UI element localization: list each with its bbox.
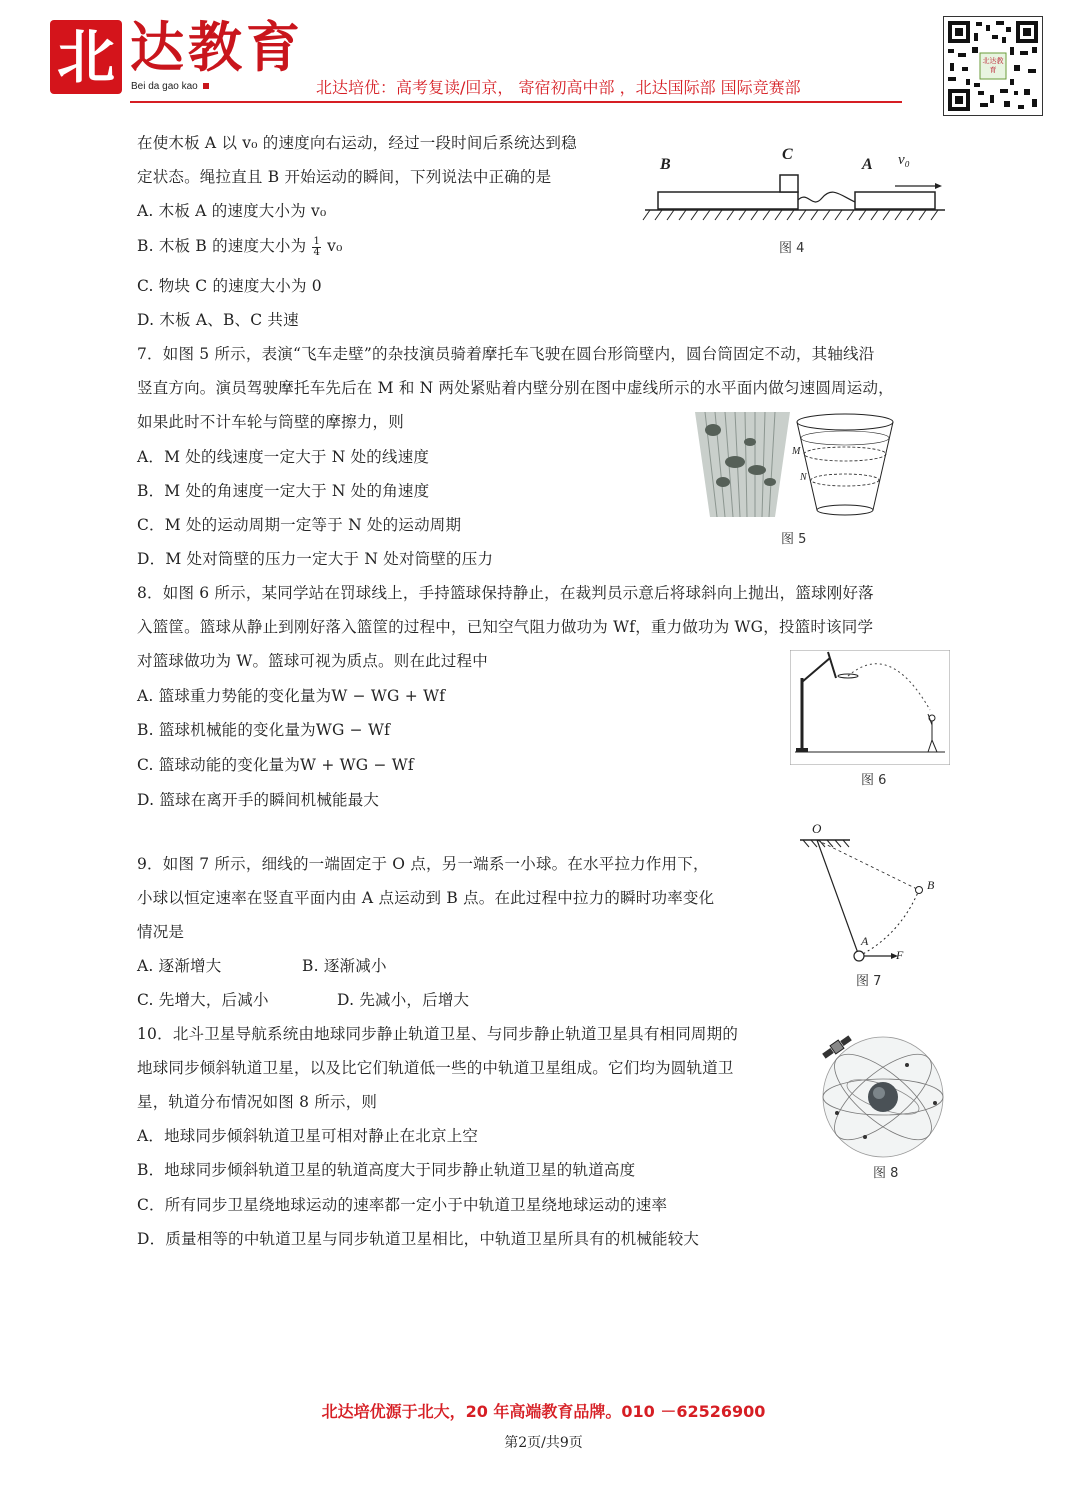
q10-option-d: D．质量相等的中轨道卫星与同步轨道卫星相比，中轨道卫星所具有的机械能较大: [137, 1230, 700, 1248]
figure-4-caption: 图 4: [779, 241, 805, 256]
figure-5-photo: [695, 412, 790, 517]
q8-line2: 入篮筐。篮球从静止到刚好落入篮筐的过程中，已知空气阻力做功为 Wf，重力做功为 WG，投篮时该同学: [137, 618, 874, 636]
q8-line3: 对篮球做功为 W。篮球可视为质点。则在此过程中: [137, 652, 488, 670]
q10-option-a: A．地球同步倾斜轨道卫星可相对静止在北京上空: [137, 1127, 479, 1145]
figure-6-basketball: [790, 650, 950, 765]
figure-6-caption: 图 6: [861, 773, 887, 788]
figure-4-label-b: B: [660, 156, 671, 173]
qr-code-icon: [943, 16, 1043, 116]
figure-4-label-a: A: [862, 156, 873, 173]
q7-option-d: D．M 处对筒壁的压力一定大于 N 处对筒壁的压力: [137, 550, 494, 568]
q6-option-b: B. 木板 B 的速度大小为 $\frac{1}{4}$ v₀: [137, 235, 343, 258]
figure-5-diagram: [792, 412, 895, 517]
figure-4-label-v0: v₀: [898, 152, 910, 168]
q9-option-a: A. 逐渐增大: [137, 957, 222, 975]
q6-line1: 在使木板 A 以 v₀ 的速度向右运动，经过一段时间后系统达到稳: [137, 134, 577, 152]
q9-line1: 9．如图 7 所示，细线的一端固定于 O 点，另一端系一小球。在水平拉力作用下，: [137, 855, 709, 873]
footer-slogan: 北达培优源于北大，20 年高端教育品牌。010 －62526900: [321, 1402, 766, 1421]
brand-logo: 北: [50, 20, 122, 94]
figure-7-caption: 图 7: [856, 974, 882, 989]
q8-option-a: A. 篮球重力势能的变化量为W − WG + Wf: [137, 687, 446, 705]
q8-option-c: C. 篮球动能的变化量为W + WG − Wf: [137, 756, 414, 774]
q6-option-d: D. 木板 A、B、C 共速: [137, 311, 299, 329]
figure-8-caption: 图 8: [873, 1166, 899, 1181]
q7-option-a: A．M 处的线速度一定大于 N 处的线速度: [137, 448, 430, 466]
brand-name: 达教育: [130, 16, 304, 79]
figure-7-pendulum: [795, 820, 950, 970]
figure-8-satellite-orbits: [815, 1025, 950, 1160]
header-slogan: 北达培优：高考复读/回京， 寄宿初高中部 ，北达国际部 国际竞赛部: [316, 78, 801, 97]
q9-option-d: D. 先减小，后增大: [337, 991, 470, 1009]
figure-5-label-m: M: [792, 446, 801, 457]
q6-option-c: C. 物块 C 的速度大小为 0: [137, 277, 322, 295]
page-number: 第2页/共9页: [504, 1435, 583, 1451]
qr-caption: 北达教育: [982, 57, 1004, 74]
q8-option-d: D. 篮球在离开手的瞬间机械能最大: [137, 791, 380, 809]
q7-option-c: C．M 处的运动周期一定等于 N 处的运动周期: [137, 516, 462, 534]
q10-line1: 10．北斗卫星导航系统由地球同步静止轨道卫星、与同步静止轨道卫星具有相同周期的: [137, 1025, 739, 1043]
q9-option-c: C. 先增大，后减小: [137, 991, 269, 1009]
header-divider: [130, 101, 902, 103]
q10-line3: 星，轨道分布情况如图 8 所示，则: [137, 1093, 378, 1111]
q9-line3: 情况是: [137, 923, 185, 941]
q10-line2: 地球同步倾斜轨道卫星，以及比它们轨道低一些的中轨道卫星组成。它们均为圆轨道卫: [137, 1059, 734, 1077]
q7-line2: 竖直方向。演员驾驶摩托车先后在 M 和 N 两处紧贴着内壁分别在图中虚线所示的水平面内做匀速圆周运动，: [137, 379, 894, 397]
figure-7-label-o: O: [812, 821, 822, 836]
q9-option-b: B. 逐渐减小: [302, 957, 387, 975]
figure-4-label-c: C: [782, 146, 793, 163]
q9-line2: 小球以恒定速率在竖直平面内由 A 点运动到 B 点。在此过程中拉力的瞬时功率变化: [137, 889, 715, 907]
figure-5-label-n: N: [800, 472, 807, 483]
figure-7-label-a: A: [861, 934, 869, 948]
q6-line2: 定状态。绳拉直且 B 开始运动的瞬间，下列说法中正确的是: [137, 168, 552, 186]
q6-option-b-fraction: $\frac{1}{4}$: [313, 235, 320, 258]
brand-pinyin: Bei da gao kao: [131, 81, 209, 93]
q6-option-a: A. 木板 A 的速度大小为 v₀: [137, 202, 327, 220]
q8-option-b: B. 篮球机械能的变化量为WG − Wf: [137, 721, 391, 739]
figure-7-label-b: B: [927, 878, 935, 892]
q10-option-b: B．地球同步倾斜轨道卫星的轨道高度大于同步静止轨道卫星的轨道高度: [137, 1161, 636, 1179]
figure-5-caption: 图 5: [781, 532, 807, 547]
q8-line1: 8．如图 6 所示，某同学站在罚球线上，手持篮球保持静止，在裁判员示意后将球斜向上抛出，篮球刚好落: [137, 584, 874, 602]
q10-option-c: C．所有同步卫星绕地球运动的速率都一定小于中轨道卫星绕地球运动的速率: [137, 1196, 668, 1214]
q7-line3: 如果此时不计车轮与筒壁的摩擦力，则: [137, 413, 404, 431]
q7-line1: 7．如图 5 所示，表演“飞车走壁”的杂技演员骑着摩托车飞驶在圆台形筒壁内，圆台筒固定不动，其轴线沿: [137, 345, 875, 363]
figure-7-label-f: F: [896, 948, 904, 962]
q7-option-b: B．M 处的角速度一定大于 N 处的角速度: [137, 482, 430, 500]
figure-4-boards: [640, 140, 950, 240]
